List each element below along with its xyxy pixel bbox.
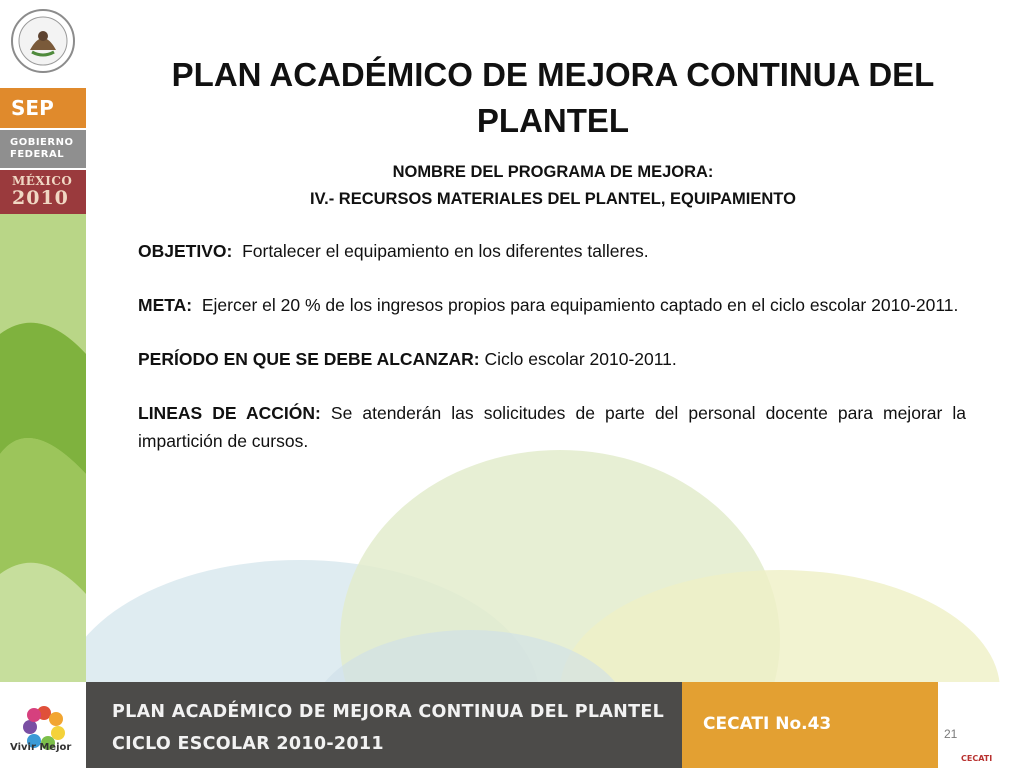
footer-bar [0, 682, 1024, 768]
meta-text: Ejercer el 20 % de los ingresos propios para equipamiento captado en el ciclo escolar 2010-2011. [201, 295, 959, 315]
footer-ciclo-label: CICLO ESCOLAR 2010-2011 [112, 734, 384, 754]
slide-title: PLAN ACADÉMICO DE MEJORA CONTINUA DEL PLANTEL [171, 56, 935, 139]
slide-content [138, 237, 966, 481]
program-name: IV.- RECURSOS MATERIALES DEL PLANTEL, EQUIPAMIENTO [310, 190, 796, 208]
meta-label: META: [138, 295, 193, 315]
cecati-logo-label: CECATI [961, 754, 993, 763]
footer-cecati-label: CECATI No.43 [703, 714, 832, 734]
mexico-seal-icon [10, 8, 76, 74]
gobierno-federal-logo [0, 130, 86, 168]
lineas-paragraph [138, 399, 966, 455]
objetivo-text: Fortalecer el equipamiento en los diferentes talleres. [242, 241, 649, 261]
objetivo-paragraph [138, 237, 966, 265]
year-label: 2010 [12, 187, 69, 209]
vivir-mejor-logo-icon [14, 694, 74, 764]
page-number: 21 [944, 727, 958, 741]
vivir-mejor-panel [0, 682, 86, 768]
vivir-mejor-label: Vivir Mejor [10, 742, 72, 753]
lineas-label: LINEAS DE ACCIÓN: [138, 403, 321, 423]
federal-label: FEDERAL [10, 149, 65, 160]
footer-plan-label: PLAN ACADÉMICO DE MEJORA CONTINUA DEL PLANTEL [112, 702, 665, 722]
mexico-2010-logo [0, 170, 86, 214]
objetivo-label: OBJETIVO: [138, 241, 233, 261]
periodo-text: Ciclo escolar 2010-2011. [484, 349, 677, 369]
left-sidebar [0, 0, 86, 768]
seal-container [0, 0, 86, 84]
program-heading: NOMBRE DEL PROGRAMA DE MEJORA: [392, 163, 714, 181]
periodo-paragraph [138, 345, 966, 373]
periodo-label: PERÍODO EN QUE SE DEBE ALCANZAR: [138, 349, 480, 369]
green-decorative-strip [0, 214, 86, 682]
lineas-text: Se atenderán las solicitudes de parte del personal docente para mejorar la impartición de cursos. [138, 403, 966, 451]
sep-logo: SEP [0, 88, 86, 128]
gobierno-label: GOBIERNO [10, 137, 74, 148]
program-heading-block [140, 159, 966, 213]
mexico-label: MÉXICO [12, 174, 73, 188]
meta-paragraph [138, 291, 966, 319]
footer-title-panel [86, 682, 682, 768]
